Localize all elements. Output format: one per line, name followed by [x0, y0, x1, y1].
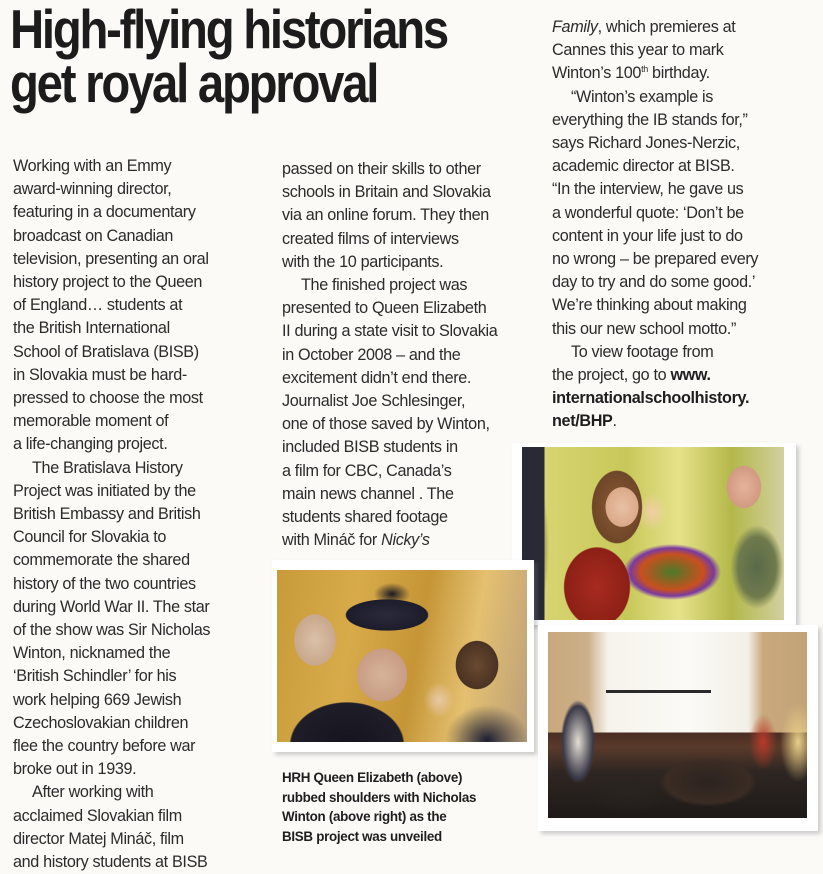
website-link-part-1[interactable]: www.	[670, 366, 711, 385]
headline	[10, 0, 466, 114]
paragraph-quote: “Winton’s example is everything the IB stands for,” says Richard Jones-Nerzic, academic director at BISB. “In the interview, he gave us a wonderful quote: ‘Don’t be content in your life just to do no wrong – be prepared every day to try and do some good.’ We’re thinking about making this our new school motto.”	[552, 87, 759, 338]
boom-microphone-graphic	[606, 690, 711, 693]
article-column-1	[13, 155, 275, 874]
headline-line-2: get royal approval	[10, 52, 378, 114]
website-link-part-3[interactable]: net/BHP	[552, 412, 613, 431]
photo-students-interview	[548, 632, 807, 818]
film-title-italic: Family	[552, 18, 598, 36]
website-link-part-2[interactable]: internationalschoolhistory.	[552, 389, 750, 408]
headline-line-1: High-flying historians	[10, 0, 447, 60]
paragraph-finished-project: The finished project was presented to Queen Elizabeth II during a state visit to Slovakia in October 2008 – and the excitement didn’t end there. Journalist Joe Schlesinger, one of those saved by Winton, included BISB students in a film for CBC, Canada’s main news channel . The students shared footage with Mináč for Nicky’s	[282, 276, 498, 550]
paragraph-premiere: Family, which premieres at Cannes this year to mark Winton’s 100th birthday.	[552, 18, 736, 83]
photo-queen-elizabeth	[277, 570, 527, 742]
paragraph-intro: Working with an Emmy award-winning director, featuring in a documentary broadcast on Canadian television, presenting an oral history project to the Queen of England… students at the British International School of Bratislava (BISB) in Slovakia must be hard- pressed to choose the most memorable moment of a life-changing project.	[13, 157, 209, 454]
article-column-2	[282, 158, 530, 552]
paragraph-footage-link: To view footage from the project, go to www. internationalschoolhistory. net/BHP.	[552, 342, 750, 431]
film-title-italic: Nicky’s	[381, 531, 430, 550]
paragraph-film-work: After working with acclaimed Slovakian film director Matej Mináč, film and history students at BISB	[13, 783, 208, 872]
article-column-3	[552, 16, 820, 434]
photo-winton-flowers	[522, 447, 784, 620]
paragraph-skills: passed on their skills to other schools in Britain and Slovakia via an online forum. They then created films of interviews with the 10 participants.	[282, 160, 491, 271]
photo-caption: HRH Queen Elizabeth (above) rubbed shoulders with Nicholas Winton (above right) as the BISB project was unveiled	[282, 770, 477, 844]
paragraph-project-origin: The Bratislava History Project was initiated by the British Embassy and British Council for Slovakia to commemorate the shared history of the two countries during World War II. The star of the show was Sir Nicholas Winton, nicknamed the ‘British Schindler’ for his work helping 669 Jewish Czechoslovakian children flee the country before war broke out in 1939.	[13, 458, 211, 779]
